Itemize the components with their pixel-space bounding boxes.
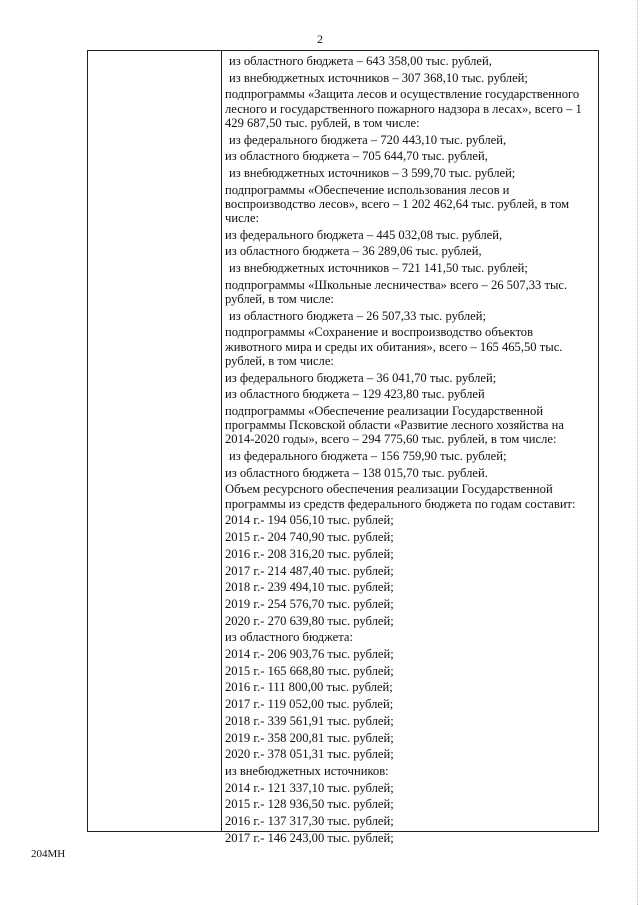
text-line: подпрограммы «Защита лесов и осуществление государственного лесного и государственного пожарного надзора в лесах», всего – 1 429 687,50 тыс. рублей, в том числе: xyxy=(225,87,582,130)
text-line: 2014 г.- 121 337,10 тыс. рублей; xyxy=(225,780,394,795)
text-line: из внебюджетных источников: xyxy=(225,763,389,778)
funding-cell xyxy=(225,54,592,847)
text-line: 2019 г.- 254 576,70 тыс. рублей; xyxy=(225,596,394,611)
scan-edge xyxy=(636,0,638,905)
text-line: 2019 г.- 358 200,81 тыс. рублей; xyxy=(225,730,394,745)
text-line: 2016 г.- 111 800,00 тыс. рублей; xyxy=(225,680,393,695)
text-line: 2016 г.- 208 316,20 тыс. рублей; xyxy=(225,546,394,561)
text-line: подпрограммы «Обеспечение реализации Государственной программы Псковской области «Развитие лесного хозяйства на 2014-2020 годы», всего – 294 775,60 тыс. рублей, в том числе: xyxy=(225,403,564,447)
text-line: из федерального бюджета – 720 443,10 тыс. рублей, xyxy=(229,132,507,147)
text-line: 2015 г.- 128 936,50 тыс. рублей; xyxy=(225,797,394,812)
text-line: 2017 г.- 146 243,00 тыс. рублей; xyxy=(225,830,394,845)
text-line: подпрограммы «Обеспечение использования лесов и воспроизводство лесов», всего – 1 202 462,64 тыс. рублей, в том числе: xyxy=(225,182,570,226)
text-line: из областного бюджета – 138 015,70 тыс. рублей. xyxy=(225,465,488,480)
document-code: 204МН xyxy=(31,848,66,860)
text-line: из областного бюджета – 36 289,06 тыс. рублей, xyxy=(225,244,482,259)
text-line: из областного бюджета – 129 423,80 тыс. рублей xyxy=(225,387,485,402)
text-line: 2017 г.- 214 487,40 тыс. рублей; xyxy=(225,563,394,578)
text-line: 2018 г.- 239 494,10 тыс. рублей; xyxy=(225,580,394,595)
text-line: 2015 г.- 165 668,80 тыс. рублей; xyxy=(225,663,394,678)
text-line: Объем ресурсного обеспечения реализации Государственной программы из средств федерального бюджета по годам составит: xyxy=(225,482,576,511)
text-line: из внебюджетных источников – 721 141,50 тыс. рублей; xyxy=(229,261,528,276)
text-line: из внебюджетных источников – 3 599,70 тыс. рублей; xyxy=(229,165,516,180)
text-line: 2016 г.- 137 317,30 тыс. рублей; xyxy=(225,814,394,829)
column-divider xyxy=(221,51,222,831)
text-line: из областного бюджета – 26 507,33 тыс. рублей; xyxy=(229,308,486,323)
text-line: 2014 г.- 194 056,10 тыс. рублей; xyxy=(225,513,394,528)
text-line: 2018 г.- 339 561,91 тыс. рублей; xyxy=(225,713,394,728)
text-line: из областного бюджета – 705 644,70 тыс. рублей, xyxy=(225,149,488,164)
text-line: из внебюджетных источников – 307 368,10 тыс. рублей; xyxy=(229,70,528,85)
page-number: 2 xyxy=(317,32,323,46)
text-line: подпрограммы «Сохранение и воспроизводство объектов животного мира и среды их обитания», всего – 165 465,50 тыс. рублей, в том числе: xyxy=(225,325,563,368)
funding-table xyxy=(87,50,599,845)
text-line: из федерального бюджета – 36 041,70 тыс. рублей; xyxy=(225,370,497,385)
text-line: 2020 г.- 378 051,31 тыс. рублей; xyxy=(225,747,394,762)
text-line: из областного бюджета: xyxy=(225,630,354,645)
text-line: 2015 г.- 204 740,90 тыс. рублей; xyxy=(225,530,394,545)
text-line: 2017 г.- 119 052,00 тыс. рублей; xyxy=(225,697,394,712)
text-line: из областного бюджета – 643 358,00 тыс. рублей, xyxy=(229,54,492,68)
text-line: из федерального бюджета – 156 759,90 тыс. рублей; xyxy=(229,449,507,464)
text-line: из федерального бюджета – 445 032,08 тыс. рублей, xyxy=(225,227,503,242)
text-line: 2020 г.- 270 639,80 тыс. рублей; xyxy=(225,613,394,628)
text-line: 2014 г.- 206 903,76 тыс. рублей; xyxy=(225,647,394,662)
text-line: подпрограммы «Школьные лесничества» всего – 26 507,33 тыс. рублей, в том числе: xyxy=(225,277,568,307)
